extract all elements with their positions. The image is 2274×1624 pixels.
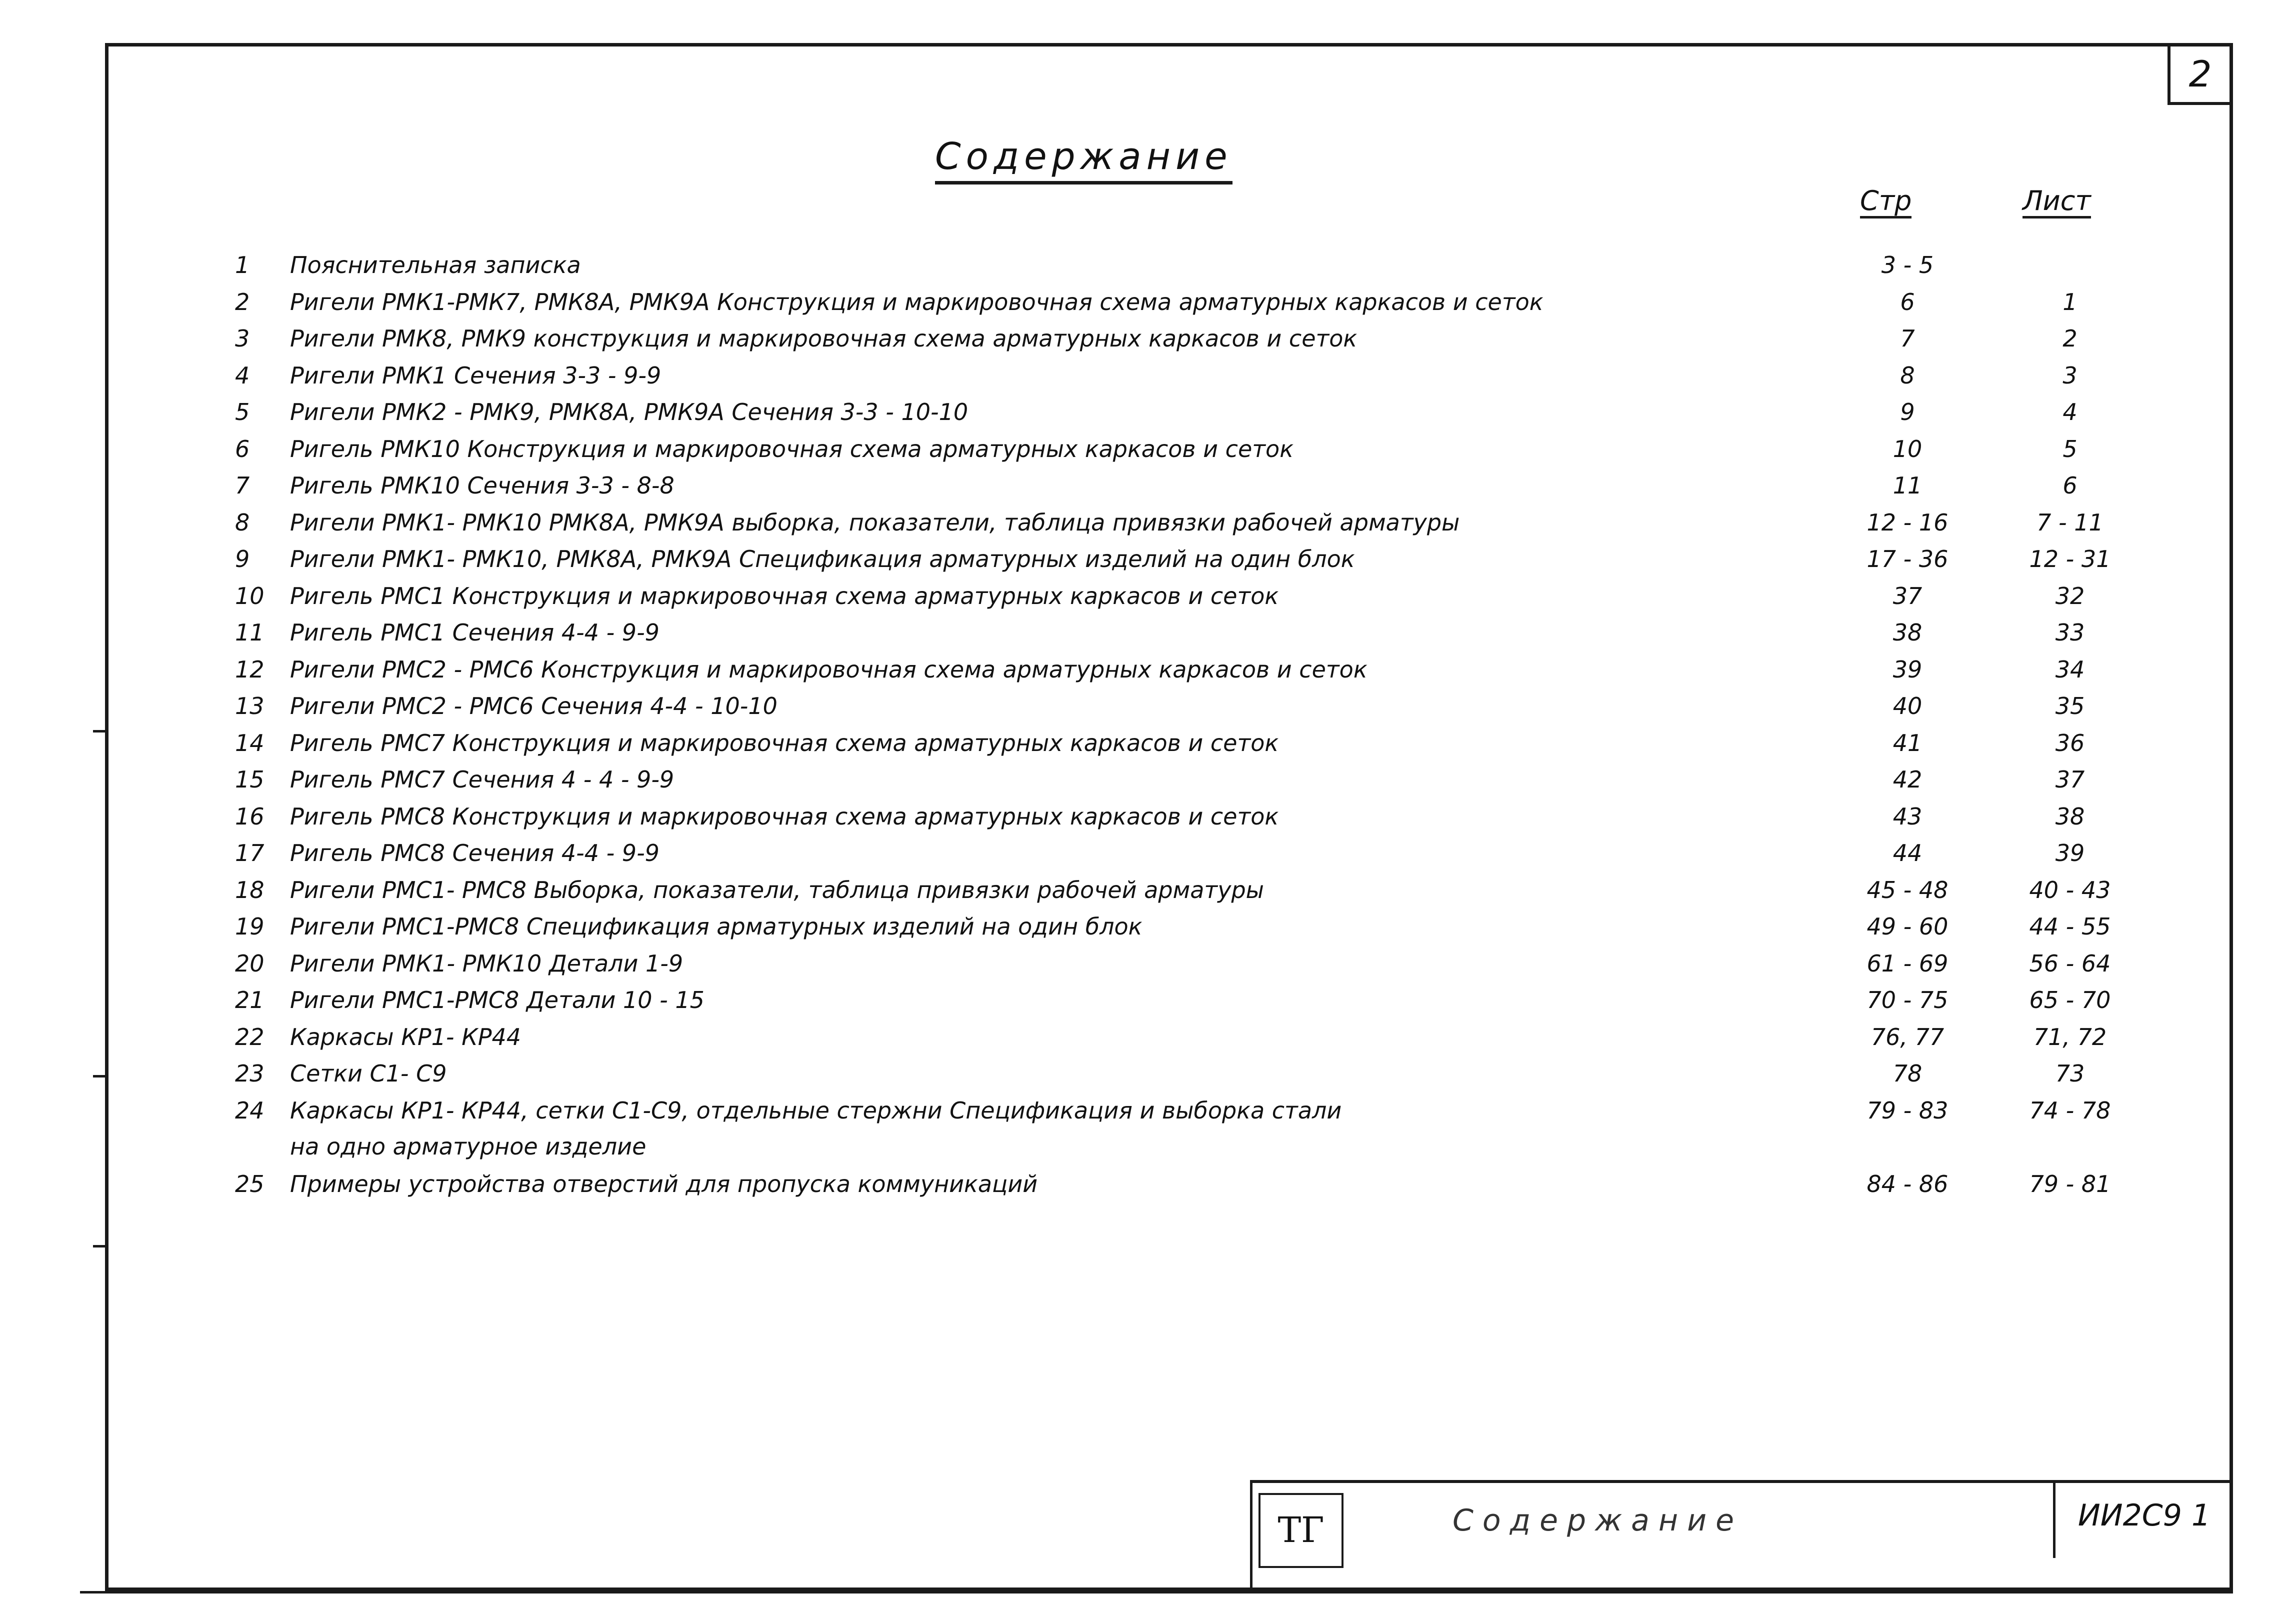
toc-sheet: 40 - 43 (2029, 876, 2111, 904)
toc-number: 20 (235, 950, 264, 977)
toc-row (0, 504, 2274, 540)
toc-text: Ригель РМС7 Конструкция и маркировочная схема арматурных каркасов и сеток (290, 729, 1279, 756)
toc-page: 41 (1892, 729, 1922, 756)
toc-sheet: 56 - 64 (2029, 950, 2111, 977)
toc-sheet: 79 - 81 (2029, 1170, 2111, 1198)
toc-text: Ригели РМК1- РМК10 Детали 1-9 (290, 950, 684, 977)
toc-page: 11 (1892, 472, 1922, 499)
toc-sheet: 34 (2055, 656, 2085, 683)
toc-sheet: 36 (2055, 729, 2085, 756)
toc-number: 9 (235, 546, 250, 572)
toc-text: Ригели РМК2 - РМК9, РМК8А, РМК9А Сечения 3-3 - 10-10 (290, 398, 968, 426)
toc-sheet: 35 (2055, 692, 2085, 720)
toc-text: Ригель РМК10 Сечения 3-3 - 8-8 (290, 472, 674, 499)
toc-row (0, 688, 2274, 724)
toc-row (0, 468, 2274, 504)
toc-row (0, 872, 2274, 908)
toc-sheet: 3 (2062, 362, 2078, 389)
toc-number: 17 (235, 840, 264, 866)
toc-sheet: 74 - 78 (2029, 1096, 2111, 1124)
toc-row (0, 725, 2274, 761)
toc-text: Ригели РМК8, РМК9 конструкция и маркировочная схема арматурных каркасов и сеток (290, 325, 1358, 352)
toc-row (0, 284, 2274, 320)
toc-page: 37 (1892, 582, 1922, 610)
toc-row (0, 762, 2274, 798)
page-column-header: Стр (1860, 186, 1912, 218)
toc-sheet: 6 (2062, 472, 2078, 499)
toc-text: Ригели РМС2 - РМС6 Конструкция и маркировочная схема арматурных каркасов и сеток (290, 656, 1368, 683)
toc-page: 79 - 83 (1866, 1096, 1948, 1124)
toc-number: 4 (235, 362, 250, 389)
toc-page: 45 - 48 (1866, 876, 1948, 904)
toc-page: 49 - 60 (1866, 913, 1948, 940)
toc-number: 21 (235, 986, 264, 1014)
toc-page: 78 (1892, 1060, 1922, 1087)
toc-sheet: 71, 72 (2033, 1023, 2107, 1050)
toc-text: Ригель РМС8 Конструкция и маркировочная схема арматурных каркасов и сеток (290, 802, 1279, 830)
toc-sheet: 7 - 11 (2036, 508, 2104, 536)
toc-sheet: 37 (2055, 766, 2085, 793)
toc-number: 7 (235, 472, 250, 499)
toc-row (0, 1092, 2274, 1160)
toc-row (0, 247, 2274, 283)
toc-page: 8 (1900, 362, 1915, 389)
toc-page: 17 - 36 (1866, 546, 1948, 572)
toc-text: Каркасы КР1- КР44 (290, 1023, 522, 1050)
toc-number: 15 (235, 766, 264, 793)
toc-row (0, 982, 2274, 1018)
toc-page: 6 (1900, 288, 1915, 316)
toc-row (0, 541, 2274, 577)
toc-sheet: 38 (2055, 802, 2085, 830)
toc-number: 23 (235, 1060, 264, 1087)
toc-number: 24 (235, 1096, 264, 1124)
toc-text-continuation: на одно арматурное изделие (290, 1132, 646, 1160)
toc-text: Ригели РМК1-РМК7, РМК8А, РМК9А Конструкция и маркировочная схема арматурных каркасов и сеток (290, 288, 1544, 316)
toc-row (0, 320, 2274, 356)
toc-row (0, 652, 2274, 688)
stamp-code: ИИ2С9 1 (2053, 1483, 2233, 1558)
margin-tick (93, 1245, 106, 1248)
toc-row (0, 578, 2274, 614)
toc-page: 3 - 5 (1881, 252, 1934, 278)
toc-sheet: 73 (2055, 1060, 2085, 1087)
toc-page: 43 (1892, 802, 1922, 830)
toc-row (0, 614, 2274, 650)
page-title: Содержание (935, 135, 1232, 184)
toc-text: Ригель РМК10 Конструкция и маркировочная схема арматурных каркасов и сеток (290, 435, 1294, 462)
toc-row (0, 835, 2274, 871)
toc-row (0, 798, 2274, 834)
toc-sheet: 65 - 70 (2029, 986, 2111, 1014)
toc-text: Ригели РМС1- РМС8 Выборка, показатели, таблица привязки рабочей арматуры (290, 876, 1264, 904)
bottom-border (80, 1591, 2233, 1594)
toc-row (0, 1056, 2274, 1092)
toc-text: Ригель РМС7 Сечения 4 - 4 - 9-9 (290, 766, 674, 793)
toc-number: 19 (235, 913, 264, 940)
stamp-title: Содержание (1452, 1503, 1744, 1538)
toc-text: Ригели РМК1- РМК10, РМК8А, РМК9А Спецификация арматурных изделий на один блок (290, 546, 1355, 572)
toc-number: 16 (235, 802, 264, 830)
toc-page: 76, 77 (1870, 1023, 1944, 1050)
toc-page: 12 - 16 (1866, 508, 1948, 536)
toc-page: 84 - 86 (1866, 1170, 1948, 1198)
toc-sheet: 44 - 55 (2029, 913, 2111, 940)
sheet-number: 2 (2168, 43, 2233, 105)
toc-text: Ригели РМК1 Сечения 3-3 - 9-9 (290, 362, 662, 389)
toc-number: 12 (235, 656, 264, 683)
toc-text: Каркасы КР1- КР44, сетки С1-С9, отдельные стержни Спецификация и выборка стали (290, 1096, 1342, 1124)
toc-sheet: 39 (2055, 840, 2085, 866)
toc-sheet: 2 (2062, 325, 2078, 352)
toc-sheet: 5 (2062, 435, 2078, 462)
toc-row (0, 908, 2274, 944)
toc-sheet: 1 (2062, 288, 2078, 316)
toc-row (0, 1166, 2274, 1202)
toc-page: 38 (1892, 619, 1922, 646)
toc-number: 13 (235, 692, 264, 720)
toc-number: 22 (235, 1023, 264, 1050)
toc-text: Ригели РМС1-РМС8 Спецификация арматурных изделий на один блок (290, 913, 1142, 940)
sheet-column-header: Лист (2022, 186, 2091, 218)
toc-row (0, 431, 2274, 467)
toc-text: Сетки С1- С9 (290, 1060, 447, 1087)
toc-text: Примеры устройства отверстий для пропуска коммуникаций (290, 1170, 1038, 1198)
toc-page: 44 (1892, 840, 1922, 866)
toc-page: 70 - 75 (1866, 986, 1948, 1014)
toc-number: 18 (235, 876, 264, 904)
toc-number: 8 (235, 508, 250, 536)
toc-page: 40 (1892, 692, 1922, 720)
title-block (1250, 1480, 2233, 1591)
toc-text: Пояснительная записка (290, 252, 581, 278)
toc-text: Ригели РМС1-РМС8 Детали 10 - 15 (290, 986, 704, 1014)
toc-row (0, 394, 2274, 430)
toc-text: Ригели РМК1- РМК10 РМК8А, РМК9А выборка, показатели, таблица привязки рабочей арматуры (290, 508, 1460, 536)
toc-sheet: 12 - 31 (2029, 546, 2111, 572)
stamp-logo: ТГ (1258, 1493, 1344, 1568)
toc-text: Ригель РМС8 Сечения 4-4 - 9-9 (290, 840, 660, 866)
toc-page: 61 - 69 (1866, 950, 1948, 977)
toc-text: Ригели РМС2 - РМС6 Сечения 4-4 - 10-10 (290, 692, 778, 720)
margin-tick (93, 1075, 106, 1078)
toc-number: 5 (235, 398, 250, 426)
toc-number: 3 (235, 325, 250, 352)
toc-sheet: 33 (2055, 619, 2085, 646)
toc-page: 9 (1900, 398, 1915, 426)
toc-page: 10 (1892, 435, 1922, 462)
margin-tick (93, 730, 106, 732)
toc-page: 39 (1892, 656, 1922, 683)
toc-row (0, 946, 2274, 982)
toc-number: 10 (235, 582, 264, 610)
toc-number: 6 (235, 435, 250, 462)
toc-row (0, 358, 2274, 394)
toc-number: 2 (235, 288, 250, 316)
toc-sheet: 4 (2062, 398, 2078, 426)
toc-number: 11 (235, 619, 264, 646)
toc-page: 7 (1900, 325, 1915, 352)
toc-text: Ригель РМС1 Конструкция и маркировочная схема арматурных каркасов и сеток (290, 582, 1279, 610)
toc-number: 25 (235, 1170, 264, 1198)
toc-number: 1 (235, 252, 250, 278)
toc-text: Ригель РМС1 Сечения 4-4 - 9-9 (290, 619, 660, 646)
toc-row (0, 1019, 2274, 1055)
toc-sheet: 32 (2055, 582, 2085, 610)
toc-number: 14 (235, 729, 264, 756)
toc-page: 42 (1892, 766, 1922, 793)
